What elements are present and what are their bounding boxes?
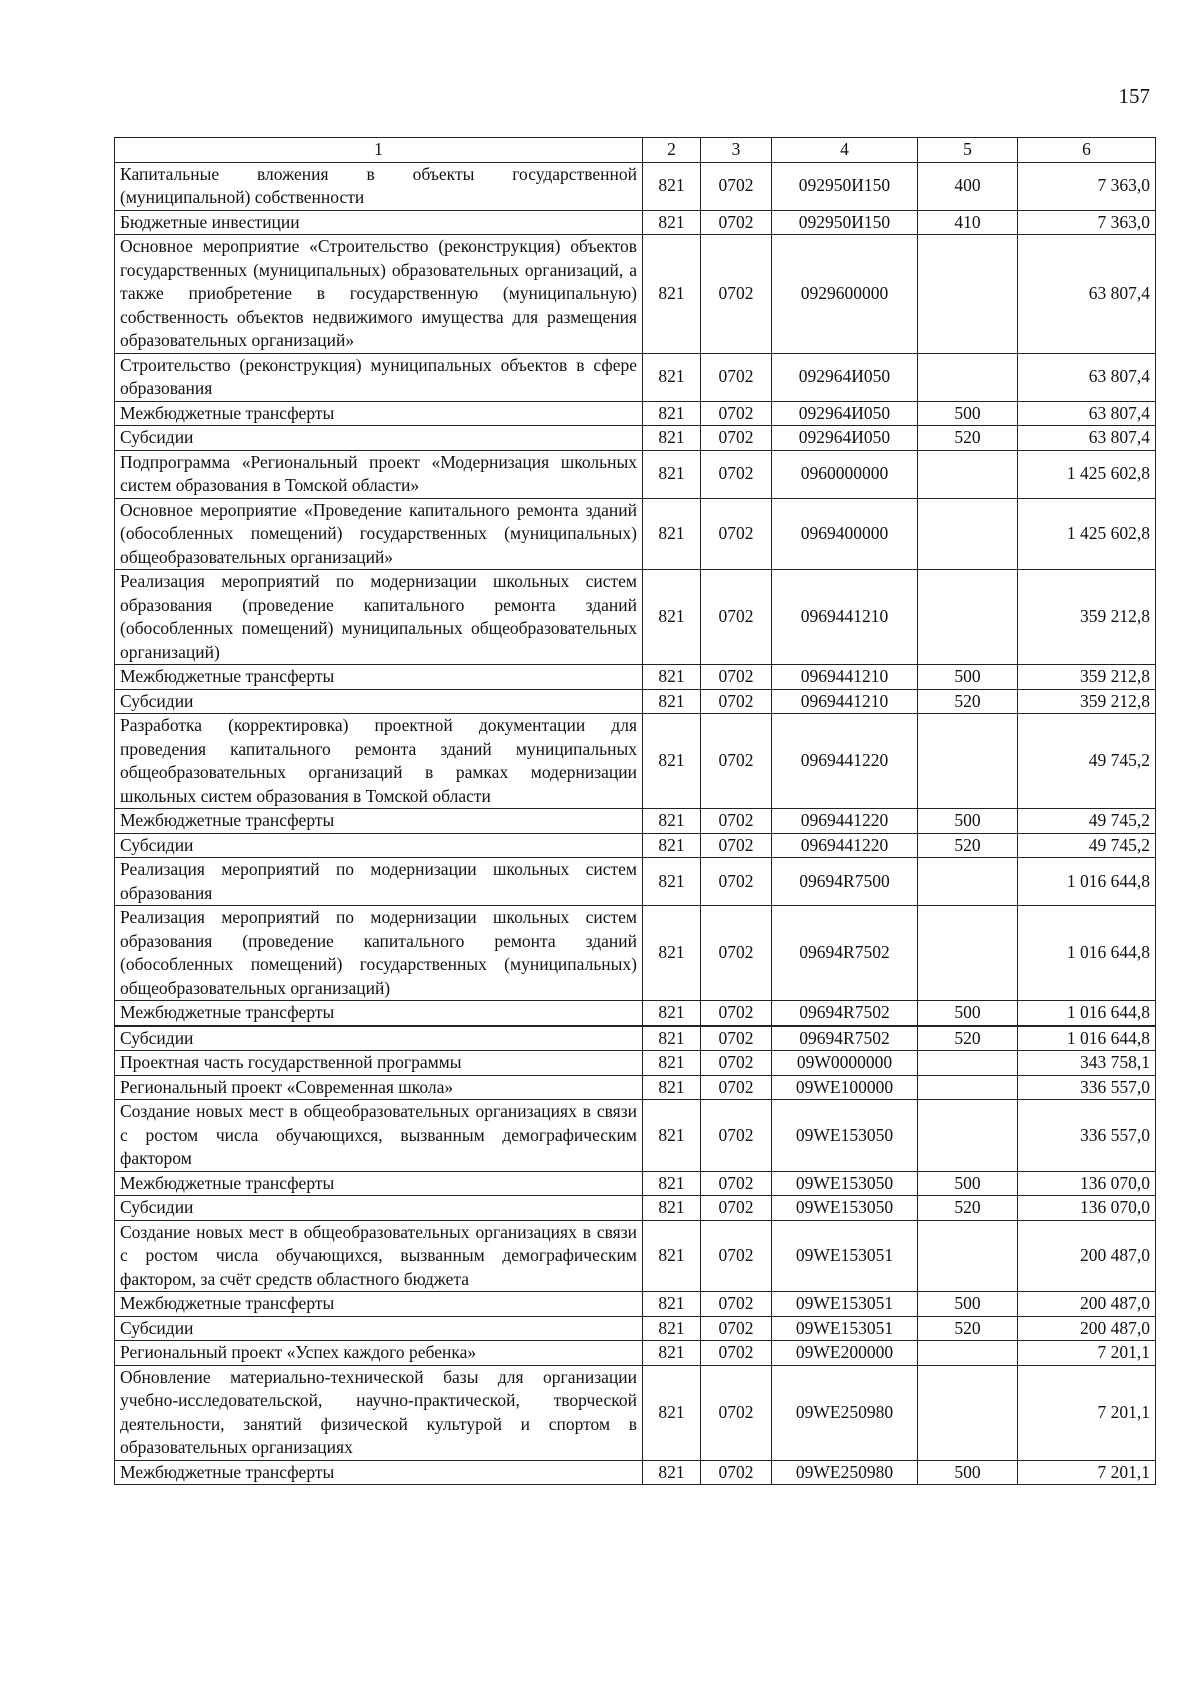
cell-grbs: 821 <box>643 426 701 451</box>
cell-section: 0702 <box>701 1001 772 1026</box>
cell-type: 500 <box>918 401 1018 426</box>
cell-grbs: 821 <box>643 858 701 906</box>
cell-amount: 336 557,0 <box>1018 1100 1156 1172</box>
cell-section: 0702 <box>701 570 772 665</box>
cell-name: Основное мероприятие «Строительство (реконструкция) объектов государственных (муниципальных) образовательных организаций, а также приобретение в государственную (муниципальную) собственность объектов недвижимого имущества для размещения образовательных организаций» <box>115 235 643 354</box>
cell-name: Подпрограмма «Региональный проект «Модернизация школьных систем образования в Томской области» <box>115 450 643 498</box>
cell-amount: 1 016 644,8 <box>1018 858 1156 906</box>
cell-grbs: 821 <box>643 1316 701 1341</box>
cell-code: 09694R7500 <box>772 858 918 906</box>
cell-name: Субсидии <box>115 1026 643 1051</box>
cell-name: Субсидии <box>115 689 643 714</box>
cell-amount: 336 557,0 <box>1018 1075 1156 1100</box>
cell-code: 09WE153050 <box>772 1196 918 1221</box>
cell-code: 09WE100000 <box>772 1075 918 1100</box>
cell-section: 0702 <box>701 1220 772 1292</box>
cell-code: 092950И150 <box>772 210 918 235</box>
table-row <box>115 498 1156 570</box>
cell-grbs: 821 <box>643 210 701 235</box>
cell-grbs: 821 <box>643 1460 701 1485</box>
cell-grbs: 821 <box>643 1292 701 1317</box>
cell-name: Межбюджетные трансферты <box>115 1171 643 1196</box>
cell-name: Бюджетные инвестиции <box>115 210 643 235</box>
cell-grbs: 821 <box>643 1051 701 1076</box>
cell-section: 0702 <box>701 906 772 1001</box>
cell-amount: 7 201,1 <box>1018 1460 1156 1485</box>
cell-code: 0969441210 <box>772 689 918 714</box>
cell-name: Создание новых мест в общеобразовательных организациях в связи с ростом числа обучающихся, вызванным демографическим фактором <box>115 1100 643 1172</box>
table-row <box>115 906 1156 1001</box>
cell-name: Межбюджетные трансферты <box>115 401 643 426</box>
cell-name: Основное мероприятие «Проведение капитального ремонта зданий (обособленных помещений) государственных (муниципальных) общеобразовательных организаций» <box>115 498 643 570</box>
table-row <box>115 1075 1156 1100</box>
cell-amount: 7 363,0 <box>1018 162 1156 210</box>
cell-type <box>918 858 1018 906</box>
table-row <box>115 1001 1156 1026</box>
cell-section: 0702 <box>701 1365 772 1460</box>
cell-section: 0702 <box>701 1196 772 1221</box>
cell-type <box>918 1365 1018 1460</box>
table-row <box>115 1026 1156 1051</box>
cell-type <box>918 1075 1018 1100</box>
cell-amount: 136 070,0 <box>1018 1171 1156 1196</box>
cell-amount: 1 016 644,8 <box>1018 906 1156 1001</box>
cell-type: 400 <box>918 162 1018 210</box>
header-col-1: 1 <box>115 138 643 163</box>
cell-amount: 1 016 644,8 <box>1018 1026 1156 1051</box>
cell-amount: 63 807,4 <box>1018 353 1156 401</box>
cell-name: Обновление материально-технической базы для организации учебно-исследовательской, научно-практической, творческой деятельности, занятий физической культурой и спортом в образовательных организациях <box>115 1365 643 1460</box>
cell-grbs: 821 <box>643 162 701 210</box>
cell-amount: 63 807,4 <box>1018 401 1156 426</box>
cell-type: 520 <box>918 1196 1018 1221</box>
cell-grbs: 821 <box>643 1196 701 1221</box>
cell-code: 0969441210 <box>772 570 918 665</box>
cell-name: Межбюджетные трансферты <box>115 1460 643 1485</box>
cell-type <box>918 1100 1018 1172</box>
cell-grbs: 821 <box>643 450 701 498</box>
cell-code: 09WE153050 <box>772 1100 918 1172</box>
cell-name: Региональный проект «Современная школа» <box>115 1075 643 1100</box>
cell-grbs: 821 <box>643 665 701 690</box>
cell-code: 09694R7502 <box>772 1026 918 1051</box>
cell-type: 410 <box>918 210 1018 235</box>
cell-code: 09WE153051 <box>772 1220 918 1292</box>
cell-section: 0702 <box>701 235 772 354</box>
cell-code: 0969441220 <box>772 833 918 858</box>
cell-amount: 7 201,1 <box>1018 1365 1156 1460</box>
cell-name: Строительство (реконструкция) муниципальных объектов в сфере образования <box>115 353 643 401</box>
cell-grbs: 821 <box>643 1075 701 1100</box>
cell-section: 0702 <box>701 809 772 834</box>
table-row <box>115 714 1156 809</box>
table-row <box>115 1460 1156 1485</box>
cell-type: 520 <box>918 1316 1018 1341</box>
cell-amount: 63 807,4 <box>1018 235 1156 354</box>
cell-amount: 200 487,0 <box>1018 1292 1156 1317</box>
cell-type <box>918 714 1018 809</box>
table-row <box>115 833 1156 858</box>
table-row <box>115 162 1156 210</box>
cell-code: 09WE153051 <box>772 1316 918 1341</box>
cell-name: Создание новых мест в общеобразовательных организациях в связи с ростом числа обучающихся, вызванным демографическим фактором, за счёт средств областного бюджета <box>115 1220 643 1292</box>
table-row <box>115 1196 1156 1221</box>
cell-code: 09WE250980 <box>772 1365 918 1460</box>
cell-code: 092964И050 <box>772 426 918 451</box>
cell-section: 0702 <box>701 450 772 498</box>
page-number: 157 <box>1118 84 1150 108</box>
cell-grbs: 821 <box>643 714 701 809</box>
cell-code: 09WE250980 <box>772 1460 918 1485</box>
table-row <box>115 665 1156 690</box>
cell-type: 500 <box>918 1171 1018 1196</box>
cell-section: 0702 <box>701 1316 772 1341</box>
cell-grbs: 821 <box>643 906 701 1001</box>
cell-name: Субсидии <box>115 1316 643 1341</box>
cell-section: 0702 <box>701 1171 772 1196</box>
cell-type: 520 <box>918 689 1018 714</box>
cell-grbs: 821 <box>643 1220 701 1292</box>
cell-name: Проектная часть государственной программы <box>115 1051 643 1076</box>
cell-grbs: 821 <box>643 1341 701 1366</box>
cell-amount: 359 212,8 <box>1018 665 1156 690</box>
table-row <box>115 235 1156 354</box>
table-row <box>115 1341 1156 1366</box>
cell-section: 0702 <box>701 1026 772 1051</box>
table-row <box>115 426 1156 451</box>
cell-amount: 7 363,0 <box>1018 210 1156 235</box>
cell-amount: 63 807,4 <box>1018 426 1156 451</box>
cell-type: 520 <box>918 426 1018 451</box>
cell-section: 0702 <box>701 498 772 570</box>
cell-name: Межбюджетные трансферты <box>115 1292 643 1317</box>
cell-section: 0702 <box>701 1341 772 1366</box>
cell-section: 0702 <box>701 162 772 210</box>
cell-grbs: 821 <box>643 353 701 401</box>
cell-amount: 7 201,1 <box>1018 1341 1156 1366</box>
cell-amount: 200 487,0 <box>1018 1220 1156 1292</box>
cell-type <box>918 570 1018 665</box>
cell-grbs: 821 <box>643 498 701 570</box>
table-row <box>115 1171 1156 1196</box>
cell-section: 0702 <box>701 1075 772 1100</box>
cell-name: Субсидии <box>115 1196 643 1221</box>
cell-type <box>918 235 1018 354</box>
header-col-5: 5 <box>918 138 1018 163</box>
cell-code: 0969441220 <box>772 714 918 809</box>
table-row <box>115 353 1156 401</box>
cell-type: 520 <box>918 833 1018 858</box>
cell-amount: 1 016 644,8 <box>1018 1001 1156 1026</box>
table-row <box>115 210 1156 235</box>
cell-code: 09694R7502 <box>772 906 918 1001</box>
cell-section: 0702 <box>701 1460 772 1485</box>
cell-amount: 359 212,8 <box>1018 689 1156 714</box>
cell-amount: 200 487,0 <box>1018 1316 1156 1341</box>
cell-code: 0969400000 <box>772 498 918 570</box>
table-row <box>115 1100 1156 1172</box>
cell-amount: 1 425 602,8 <box>1018 498 1156 570</box>
cell-name: Капитальные вложения в объекты государственной (муниципальной) собственности <box>115 162 643 210</box>
cell-section: 0702 <box>701 858 772 906</box>
cell-grbs: 821 <box>643 1026 701 1051</box>
cell-code: 0960000000 <box>772 450 918 498</box>
cell-section: 0702 <box>701 1100 772 1172</box>
cell-code: 092964И050 <box>772 401 918 426</box>
cell-grbs: 821 <box>643 1001 701 1026</box>
cell-code: 09WE153050 <box>772 1171 918 1196</box>
cell-type <box>918 353 1018 401</box>
cell-grbs: 821 <box>643 570 701 665</box>
cell-grbs: 821 <box>643 809 701 834</box>
cell-grbs: 821 <box>643 833 701 858</box>
header-col-2: 2 <box>643 138 701 163</box>
cell-name: Региональный проект «Успех каждого ребенка» <box>115 1341 643 1366</box>
cell-type: 500 <box>918 1001 1018 1026</box>
cell-name: Субсидии <box>115 426 643 451</box>
table-body <box>115 162 1156 1485</box>
cell-type: 500 <box>918 1460 1018 1485</box>
cell-grbs: 821 <box>643 1171 701 1196</box>
cell-type: 500 <box>918 809 1018 834</box>
header-col-6: 6 <box>1018 138 1156 163</box>
cell-type <box>918 450 1018 498</box>
cell-code: 092950И150 <box>772 162 918 210</box>
cell-type <box>918 1341 1018 1366</box>
cell-code: 09WE200000 <box>772 1341 918 1366</box>
cell-type: 500 <box>918 665 1018 690</box>
cell-section: 0702 <box>701 1051 772 1076</box>
cell-section: 0702 <box>701 833 772 858</box>
cell-type <box>918 498 1018 570</box>
cell-code: 09694R7502 <box>772 1001 918 1026</box>
cell-amount: 359 212,8 <box>1018 570 1156 665</box>
cell-type <box>918 1051 1018 1076</box>
cell-name: Разработка (корректировка) проектной документации для проведения капитального ремонта зданий муниципальных общеобразовательных организаций в рамках модернизации школьных систем образования в Томской области <box>115 714 643 809</box>
header-col-4: 4 <box>772 138 918 163</box>
cell-code: 0969441210 <box>772 665 918 690</box>
table-row <box>115 450 1156 498</box>
table-header-row <box>115 138 1156 163</box>
cell-code: 09WE153051 <box>772 1292 918 1317</box>
cell-section: 0702 <box>701 1292 772 1317</box>
cell-code: 0929600000 <box>772 235 918 354</box>
table-row <box>115 401 1156 426</box>
cell-amount: 49 745,2 <box>1018 833 1156 858</box>
cell-code: 092964И050 <box>772 353 918 401</box>
budget-table <box>114 137 1156 1485</box>
cell-code: 09W0000000 <box>772 1051 918 1076</box>
cell-name: Межбюджетные трансферты <box>115 665 643 690</box>
cell-name: Реализация мероприятий по модернизации школьных систем образования <box>115 858 643 906</box>
table-row <box>115 689 1156 714</box>
cell-section: 0702 <box>701 426 772 451</box>
table-row <box>115 1051 1156 1076</box>
cell-name: Субсидии <box>115 833 643 858</box>
cell-grbs: 821 <box>643 689 701 714</box>
cell-code: 0969441220 <box>772 809 918 834</box>
cell-amount: 49 745,2 <box>1018 714 1156 809</box>
cell-section: 0702 <box>701 210 772 235</box>
cell-name: Межбюджетные трансферты <box>115 809 643 834</box>
header-col-3: 3 <box>701 138 772 163</box>
cell-section: 0702 <box>701 689 772 714</box>
cell-section: 0702 <box>701 714 772 809</box>
table-row <box>115 1365 1156 1460</box>
cell-type: 520 <box>918 1026 1018 1051</box>
cell-type <box>918 906 1018 1001</box>
cell-type: 500 <box>918 1292 1018 1317</box>
cell-type <box>918 1220 1018 1292</box>
table-row <box>115 1220 1156 1292</box>
table-row <box>115 809 1156 834</box>
table-row <box>115 1292 1156 1317</box>
cell-section: 0702 <box>701 665 772 690</box>
cell-amount: 1 425 602,8 <box>1018 450 1156 498</box>
table-row <box>115 858 1156 906</box>
cell-amount: 49 745,2 <box>1018 809 1156 834</box>
cell-amount: 343 758,1 <box>1018 1051 1156 1076</box>
cell-grbs: 821 <box>643 1100 701 1172</box>
table-row <box>115 570 1156 665</box>
cell-grbs: 821 <box>643 1365 701 1460</box>
cell-section: 0702 <box>701 353 772 401</box>
cell-name: Межбюджетные трансферты <box>115 1001 643 1026</box>
table-row <box>115 1316 1156 1341</box>
cell-name: Реализация мероприятий по модернизации школьных систем образования (проведение капитального ремонта зданий (обособленных помещений) муниципальных общеобразовательных организаций) <box>115 570 643 665</box>
cell-amount: 136 070,0 <box>1018 1196 1156 1221</box>
cell-section: 0702 <box>701 401 772 426</box>
cell-grbs: 821 <box>643 401 701 426</box>
cell-grbs: 821 <box>643 235 701 354</box>
cell-name: Реализация мероприятий по модернизации школьных систем образования (проведение капитального ремонта зданий (обособленных помещений) государственных (муниципальных) общеобразовательных организаций) <box>115 906 643 1001</box>
